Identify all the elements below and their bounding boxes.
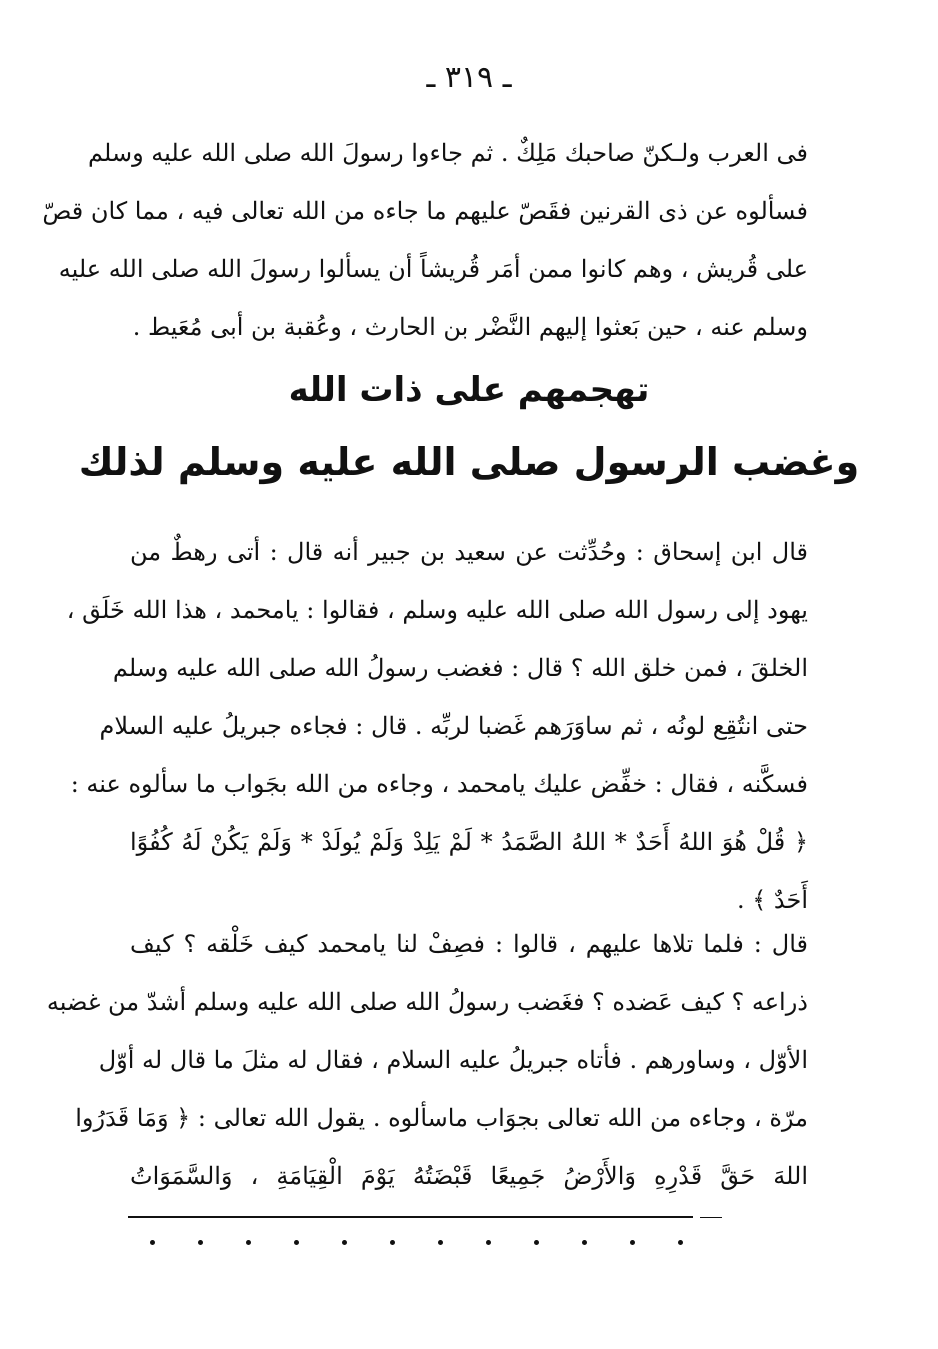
paragraph-2 (66, 523, 808, 929)
quran-verse-line: ﴿ قُلْ هُوَ اللهُ أَحَدٌ * اللهُ الصَّمَدُ * لَمْ يَلِدْ وَلَمْ يُولَدْ * وَلَمْ يَكُنْ لَهُ كُفُوًا (130, 828, 808, 856)
footnote-divider (128, 1216, 693, 1218)
footnote-dot (678, 1240, 683, 1245)
footnote-dot (342, 1240, 347, 1245)
footnote-dot (150, 1240, 155, 1245)
text-line: مرّة ، وجاءه من الله تعالى بجوَاب ماسألوه . يقول الله تعالى : ﴿ وَمَا قَدَرُوا (75, 1104, 808, 1132)
footnote-dot (630, 1240, 635, 1245)
footnote-dot (246, 1240, 251, 1245)
text-line: وسلم عنه ، حين بَعثوا إليهم النَّضْر بن الحارث ، وعُقبة بن أبى مُعَيط . (132, 313, 808, 341)
section-heading: تهجمهم على ذات الله (288, 370, 650, 410)
text-line: الخلقَ ، فمن خلق الله ؟ قال : فغضب رسولُ الله صلى الله عليه وسلم (112, 654, 808, 682)
text-line: قال ابن إسحاق : وحُدِّثت عن سعيد بن جبير أنه قال : أتى رهطٌ من (130, 538, 808, 566)
section-subheading: وغضب الرسول صلى الله عليه وسلم لذلك (78, 440, 860, 484)
footnote-dot (438, 1240, 443, 1245)
text-line: ذراعه ؟ كيف عَضده ؟ فغَضب رسولُ الله صلى الله عليه وسلم أشدّ من غضبه (46, 988, 808, 1016)
text-line: فسألوه عن ذى القرنين فقَصّ عليهم ما جاءه من الله تعالى فيه ، مما كان قصّ (42, 197, 808, 225)
text-line: قال : فلما تلاها عليهم ، قالوا : فصِفْ لنا يامحمد كيف خَلْقه ؟ كيف (130, 930, 808, 958)
footnote-dot (582, 1240, 587, 1245)
footnote-dot (198, 1240, 203, 1245)
text-line: يهود إلى رسول الله صلى الله عليه وسلم ، فقالوا : يامحمد ، هذا الله خَلَق ، (66, 596, 808, 624)
footnote-divider-tail (700, 1217, 722, 1218)
text-line: على قُريش ، وهم كانوا ممن أمَر قُريشاً أن يسألوا رسولَ الله صلى الله عليه (58, 255, 808, 283)
footnote-dot (390, 1240, 395, 1245)
text-line: فسكَّنه ، فقال : خفِّض عليك يامحمد ، وجاءه من الله بجَواب ما سألوه عنه : (70, 770, 808, 798)
footnote-dots (150, 1230, 710, 1260)
paragraph-1 (42, 124, 808, 356)
page-number: ـ ٣١٩ ـ (426, 60, 512, 95)
quran-verse-line: اللهَ حَقَّ قَدْرِهِ وَالأَرْضُ جَمِيعًا قَبْضَتُهُ يَوْمَ الْقِيَامَةِ ، وَالسَّمَوَاتُ (130, 1162, 808, 1190)
text-line: فى العرب ولـكنّ صاحبك مَلِكٌ . ثم جاءوا رسولَ الله صلى الله عليه وسلم (88, 139, 808, 167)
footnote-dot (294, 1240, 299, 1245)
footnote-dot (486, 1240, 491, 1245)
text-line: حتى انتُقِع لونُه ، ثم ساوَرَهم غَضبا لربِّه . قال : فجاءه جبريلُ عليه السلام (99, 712, 808, 740)
quran-verse-line: أَحَدٌ ﴾ . (736, 886, 808, 914)
paragraph-3 (46, 915, 808, 1205)
footnote-dot (534, 1240, 539, 1245)
text-line: الأوّل ، وساورهم . فأتاه جبريلُ عليه السلام ، فقال له مثلَ ما قال له أوّل (98, 1046, 808, 1074)
